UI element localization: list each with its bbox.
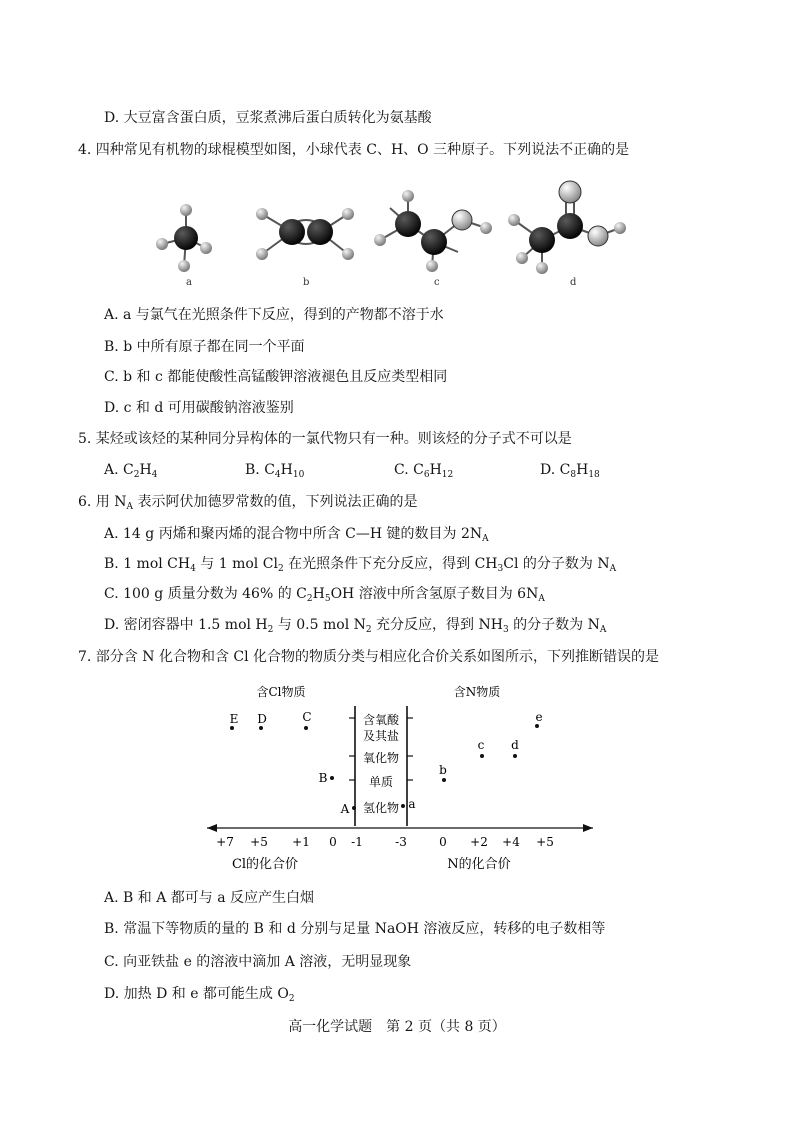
question-6-option-b: B. 1 mol $CH_4$ 与 1 mol $Cl_2$ 在光照条件下充分反应，得到 $CH_3Cl$ 的分子数为 $N_A$ <box>104 556 617 574</box>
cl-tick-label: -1 <box>351 835 363 849</box>
n-tick-label: +2 <box>470 835 488 849</box>
molecule-c-label: c <box>434 277 440 288</box>
axis-left-arrow <box>207 824 217 832</box>
question-7-option-b: B. 常温下等物质的量的 B 和 d 分别与足量 NaOH 溶液反应，转移的电子数相等 <box>104 921 606 937</box>
question-5-option-d: D. $C_8H_{18}$ <box>540 462 600 480</box>
point-d-label: d <box>511 738 519 752</box>
question-4-option-b: B. b 中所有原子都在同一个平面 <box>104 339 305 355</box>
cl-axis-label: Cl的化合价 <box>231 857 299 872</box>
point-C-label: C <box>302 710 312 724</box>
point-c-label: c <box>477 738 485 752</box>
point-E <box>230 726 234 730</box>
molecule-a-model <box>156 204 212 272</box>
page-footer: 高一化学试题 第 2 页（共 8 页） <box>288 1019 506 1035</box>
cl-section-title: 含Cl物质 <box>256 685 306 699</box>
cl-tick-label: 0 <box>329 835 337 849</box>
question-7-option-d: D. 加热 D 和 e 都可能生成 $O_2$ <box>104 986 295 1004</box>
cl-tick-label: +7 <box>216 835 234 849</box>
category-oxyacid: 含氧酸 <box>362 713 400 727</box>
n-tick-label: -3 <box>395 835 407 849</box>
n-section-title: 含N物质 <box>453 685 501 699</box>
point-c <box>480 754 484 758</box>
question-4-stem: 4. 四种常见有机物的球棍模型如图，小球代表 C、H、O 三种原子。下列说法不正确的是 <box>78 142 630 158</box>
question-7-option-c: C. 向亚铁盐 e 的溶液中滴加 A 溶液，无明显现象 <box>104 954 412 970</box>
n-tick-label: 0 <box>439 835 447 849</box>
point-a <box>401 804 405 808</box>
point-b-label: b <box>439 763 447 777</box>
molecule-b-label: b <box>303 277 310 288</box>
category-oxyacid-salt: 及其盐 <box>362 729 400 743</box>
molecule-b-model <box>256 208 354 260</box>
question-6-option-d: D. 密闭容器中 1.5 mol $H_2$ 与 0.5 mol $N_2$ 充分反应，得到 $NH_3$ 的分子数为 $N_A$ <box>104 617 607 635</box>
point-b <box>442 778 446 782</box>
question-7-stem: 7. 部分含 N 化合物和含 Cl 化合物的物质分类与相应化合价关系如图所示，下列推断错误的是 <box>78 649 660 665</box>
valence-classification-figure <box>195 676 605 878</box>
molecule-a-label: a <box>186 277 192 288</box>
question-6-stem: 6. 用 $N_A$ 表示阿伏加德罗常数的值，下列说法正确的是 <box>78 494 418 512</box>
category-oxide: 氧化物 <box>362 751 400 765</box>
molecule-d-model <box>508 181 626 274</box>
point-C <box>304 726 308 730</box>
previous-question-option-d: D. 大豆富含蛋白质，豆浆煮沸后蛋白质转化为氨基酸 <box>104 110 432 126</box>
question-4-option-a: A. a 与氯气在光照条件下反应，得到的产物都不溶于水 <box>104 307 444 323</box>
n-tick-label: +5 <box>536 835 554 849</box>
question-7-option-a: A. B 和 A 都可与 a 反应产生白烟 <box>104 890 315 906</box>
question-5-option-c: C. $C_6H_{12}$ <box>394 462 454 480</box>
question-5-option-b: B. $C_4H_{10}$ <box>245 462 305 480</box>
cl-tick-label: +5 <box>250 835 268 849</box>
category-element: 单质 <box>368 775 394 789</box>
axis-right-arrow <box>583 824 593 832</box>
point-A-label: A <box>340 802 350 816</box>
point-B-label: B <box>318 771 328 785</box>
ball-and-stick-models <box>140 172 660 300</box>
question-5-stem: 5. 某烃或该烃的某种同分异构体的一氯代物只有一种。则该烃的分子式不可以是 <box>78 431 572 447</box>
point-D <box>259 726 263 730</box>
question-4-option-d: D. c 和 d 可用碳酸钠溶液鉴别 <box>104 400 294 416</box>
box-tick-marks <box>349 718 413 780</box>
question-5-option-a: A. $C_2H_4$ <box>104 462 158 480</box>
question-4-option-c: C. b 和 c 都能使酸性高锰酸钾溶液褪色且反应类型相同 <box>104 369 448 385</box>
question-6-option-c: C. 100 g 质量分数为 46% 的 $C_2H_5OH$ 溶液中所含氢原子数目为 $6N_A$ <box>104 586 545 604</box>
cl-tick-label: +1 <box>292 835 310 849</box>
point-B <box>330 776 334 780</box>
point-E-label: E <box>229 712 239 726</box>
point-D-label: D <box>257 712 267 726</box>
question-6-option-a: A. 14 g 丙烯和聚丙烯的混合物中所含 C—H 键的数目为 $2N_A$ <box>104 526 489 544</box>
point-A <box>352 806 356 810</box>
point-a-label: a <box>408 797 416 811</box>
category-hydride: 氢化物 <box>362 801 400 815</box>
point-e <box>535 724 539 728</box>
point-d <box>513 754 517 758</box>
molecule-c-model <box>374 190 492 272</box>
point-e-label: e <box>535 710 543 724</box>
n-axis-label: N的化合价 <box>447 857 511 872</box>
molecule-d-label: d <box>570 277 577 288</box>
n-tick-label: +4 <box>502 835 520 849</box>
